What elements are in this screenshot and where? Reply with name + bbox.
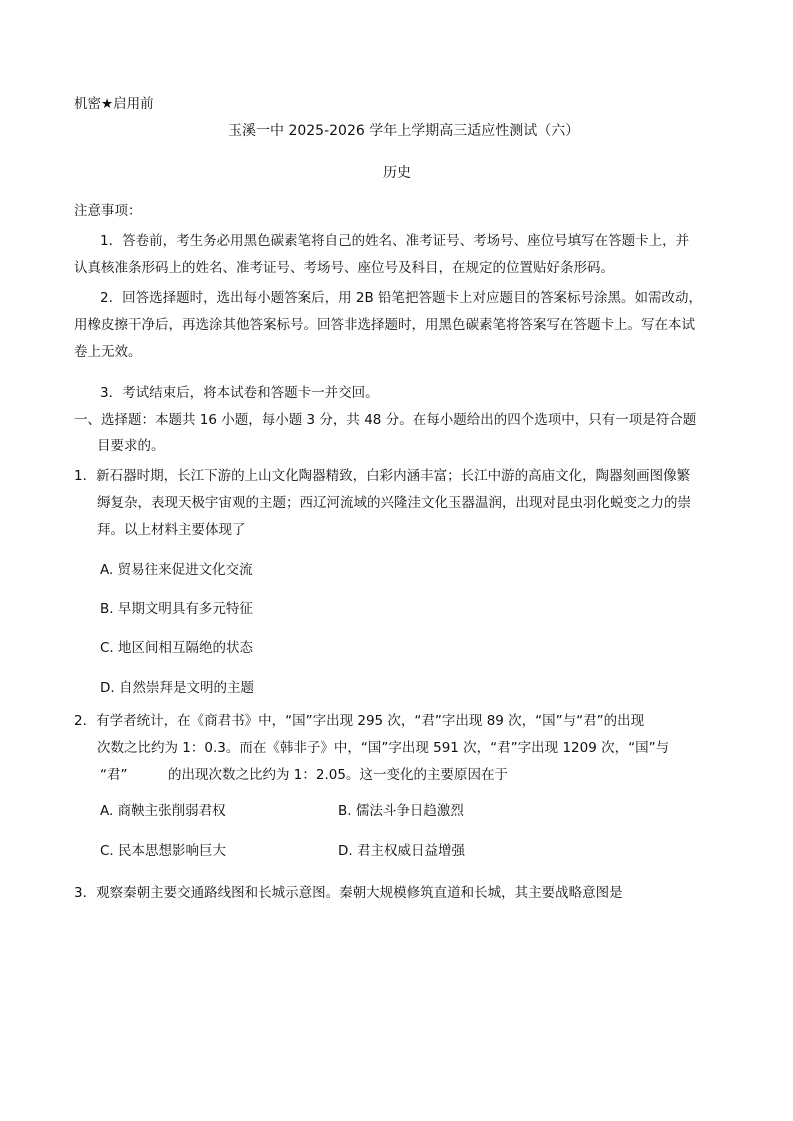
notice-item-1-line-1: 1．答卷前，考生务必用黑色碳素笔将自己的姓名、准考证号、考场号、座位号填写在答题卡上，并 [100, 233, 690, 249]
question-1-option-d: D. 自然崇拜是文明的主题 [100, 680, 254, 696]
notice-item-2-line-1: 2．回答选择题时，选出每小题答案后，用 2B 铅笔把答题卡上对应题目的答案标号涂黑。如需改动， [100, 290, 703, 306]
notice-item-3: 3．考试结束后，将本试卷和答题卡一并交回。 [100, 385, 379, 401]
question-1-option-b: B. 早期文明具有多元特征 [100, 601, 253, 617]
exam-title: 玉溪一中 2025-2026 学年上学期高三适应性测试（六） [228, 123, 580, 139]
question-1-option-c: C. 地区间相互隔绝的状态 [100, 640, 254, 656]
question-2-option-d: D. 君主权威日益增强 [338, 843, 465, 859]
question-1-option-a: A. 贸易往来促进文化交流 [100, 562, 253, 578]
question-1-stem-line-2: 缛复杂，表现天极宇宙观的主题；西辽河流域的兴隆洼文化玉器温润，出现对昆虫羽化蜕变之力的崇 [97, 495, 691, 511]
subject-title: 历史 [383, 165, 411, 181]
notice-item-2-line-2: 用橡皮擦干净后，再选涂其他答案标号。回答非选择题时，用黑色碳素笔将答案写在答题卡上。写在本试 [74, 317, 695, 333]
question-2-option-b: B. 儒法斗争日趋激烈 [338, 803, 464, 819]
question-2-stem-line-1: 2．有学者统计，在《商君书》中，“国”字出现 295 次，“君”字出现 89 次，“国”与“君”的出现 [74, 713, 645, 729]
question-3-stem-line-1: 3．观察秦朝主要交通路线图和长城示意图。秦朝大规模修筑直道和长城，其主要战略意图是 [74, 885, 623, 901]
section-1-heading-line-2: 目要求的。 [97, 438, 165, 454]
question-2-stem-line-3a: “君” [100, 767, 128, 783]
question-1-stem-line-1: 1．新石器时期，长江下游的上山文化陶器精致，白彩内涵丰富；长江中游的高庙文化，陶器刻画图像繁 [74, 468, 691, 484]
secret-label: 机密★启用前 [74, 96, 154, 112]
notice-item-1-line-2: 认真核准条形码上的姓名、准考证号、考场号、座位号及科目，在规定的位置贴好条形码。 [74, 260, 614, 276]
question-2-option-c: C. 民本思想影响巨大 [100, 843, 227, 859]
section-1-heading-line-1: 一、选择题：本题共 16 小题，每小题 3 分，共 48 分。在每小题给出的四个选项中，只有一项是符合题 [74, 412, 697, 428]
notice-heading: 注意事项： [74, 203, 142, 219]
question-2-stem-line-2: 次数之比约为 1：0.3。而在《韩非子》中，“国”字出现 591 次，“君”字出现 1209 次，“国”与 [97, 740, 670, 756]
question-2-stem-line-3b: 的出现次数之比约为 1：2.05。这一变化的主要原因在于 [168, 767, 508, 783]
notice-item-2-line-3: 卷上无效。 [74, 344, 142, 360]
question-2-option-a: A. 商鞅主张削弱君权 [100, 803, 226, 819]
question-1-stem-line-3: 拜。以上材料主要体现了 [97, 522, 246, 538]
